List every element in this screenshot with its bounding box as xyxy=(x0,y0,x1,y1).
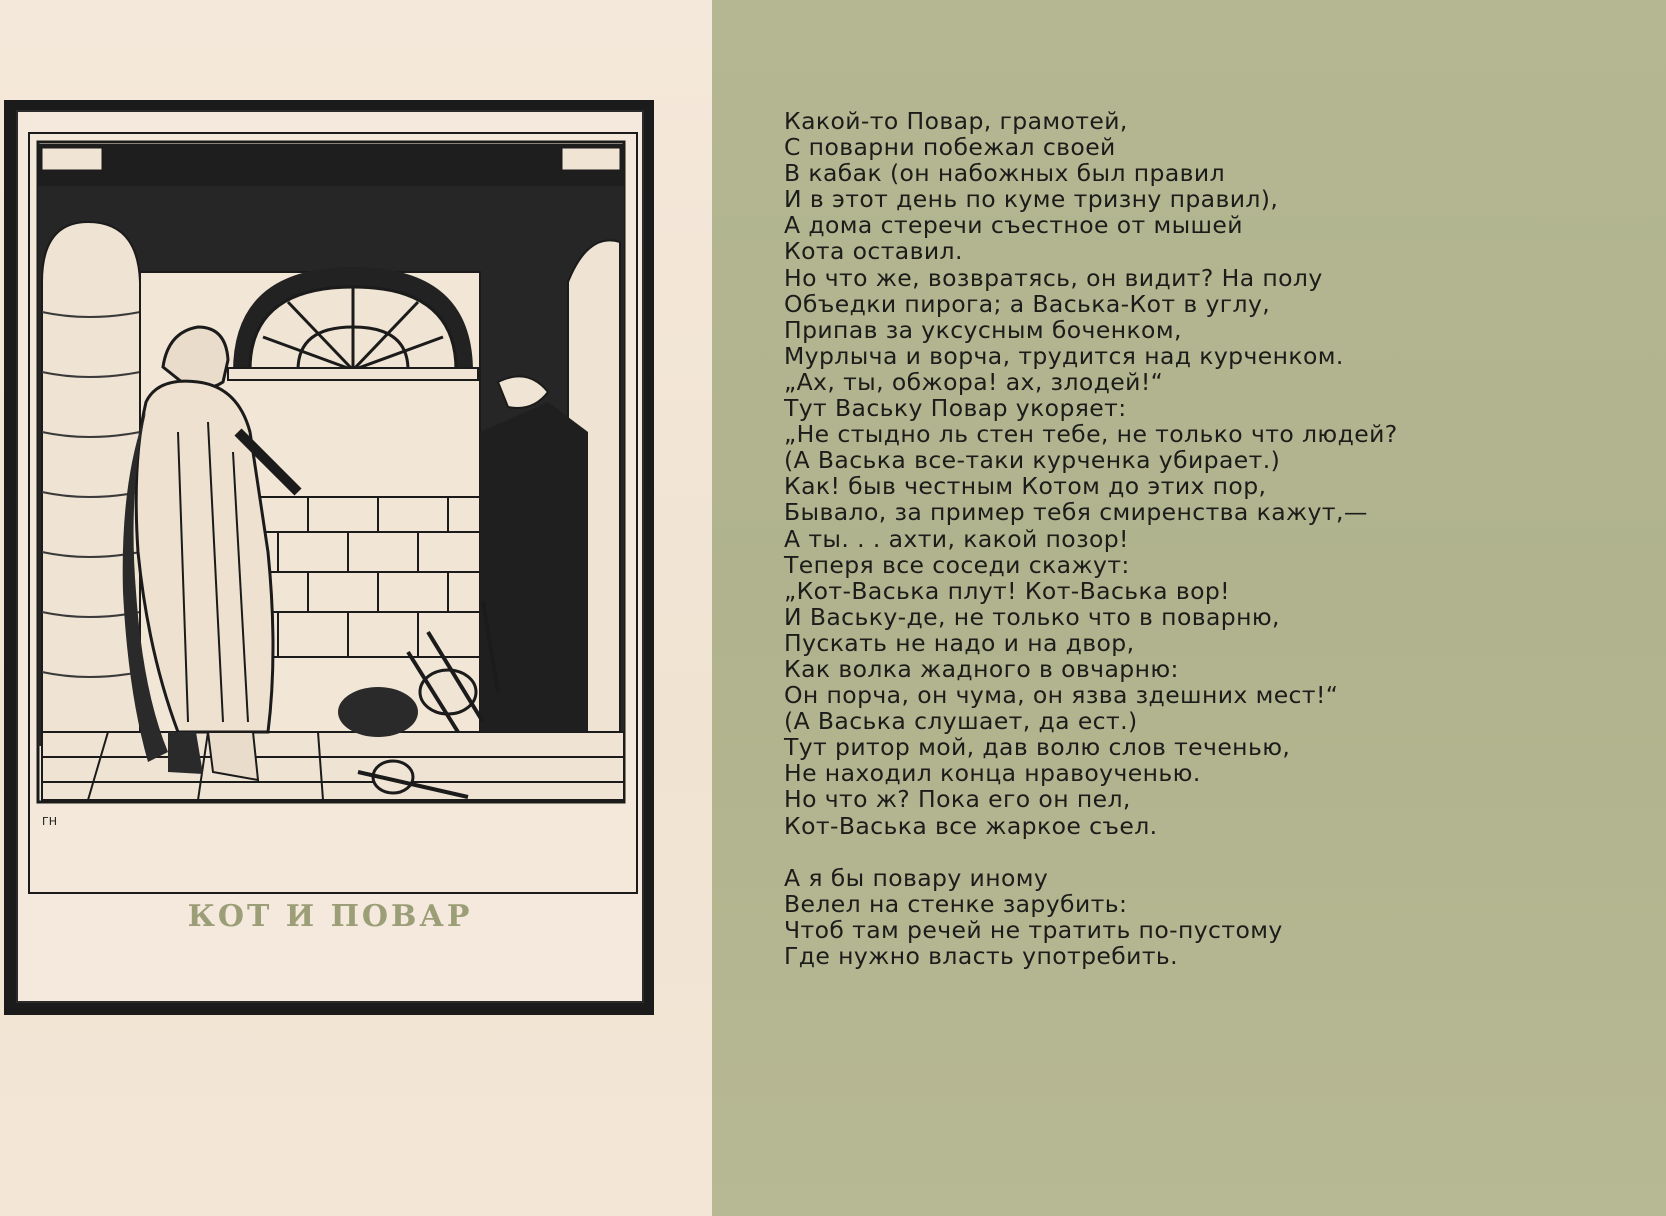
poem-stanza xyxy=(784,108,1504,839)
poem-line: А дома стеречи съестное от мышей xyxy=(784,211,1243,240)
poem-line: „Ах, ты, обжора! ах, злодей!“ xyxy=(784,367,1164,396)
poem-stanza xyxy=(784,865,1504,969)
poem-line: И Ваську-де, не только что в поварню, xyxy=(784,602,1280,631)
poem-line: Припав за уксусным боченком, xyxy=(784,315,1182,344)
poem-line: Пускать не надо и на двор, xyxy=(784,628,1135,657)
plate-inner-frame xyxy=(16,110,644,1003)
poem-line: Теперя все соседи скажут: xyxy=(784,550,1130,579)
poem-line: (А Васька слушает, да ест.) xyxy=(784,707,1138,736)
poem-line: Какой-то Повар, грамотей, xyxy=(784,107,1128,135)
poem-line: „Не стыдно ль стен тебе, не только что людей? xyxy=(784,420,1398,449)
poem-line: И в этот день по куме тризну правил), xyxy=(784,185,1279,214)
poem-line: А я бы повару иному xyxy=(784,863,1049,892)
left-page xyxy=(0,0,712,1216)
poem-line: Велел на стенке зарубить: xyxy=(784,889,1128,918)
poem-line: Кота оставил. xyxy=(784,237,963,266)
poem-line: Не находил конца нравоученью. xyxy=(784,759,1201,788)
poem-line: Тут Ваську Повар укоряет: xyxy=(784,394,1127,423)
illustration-plate xyxy=(4,100,654,1015)
poem-line: Где нужно власть употребить. xyxy=(784,941,1179,970)
poem-line: (А Васька все-таки курченка убирает.) xyxy=(784,446,1281,475)
poem-line: Но что ж? Пока его он пел, xyxy=(784,785,1131,814)
poem-line: Чтоб там речей не тратить по-пустому xyxy=(784,915,1283,944)
artist-initials: ГН xyxy=(42,815,57,828)
poem-line: Но что же, возвратясь, он видит? На полу xyxy=(784,263,1323,292)
poem-line: Как волка жадного в овчарню: xyxy=(784,654,1179,683)
poem-line: А ты. . . ахти, какой позор! xyxy=(784,524,1129,553)
poem-line: Тут ритор мой, дав волю слов теченью, xyxy=(784,733,1291,762)
poem-line: „Кот-Васька плут! Кот-Васька вор! xyxy=(784,576,1230,605)
poem-line: Объедки пирога; а Васька-Кот в углу, xyxy=(784,289,1271,318)
poem-line: Бывало, за пример тебя смиренства кажут,— xyxy=(784,498,1368,527)
poem-line: С поварни побежал своей xyxy=(784,133,1116,162)
poem-line: Мурлыча и ворча, трудится над курченком. xyxy=(784,341,1344,370)
poem-line: В кабак (он набожных был правил xyxy=(784,159,1225,188)
poem-line: Как! быв честным Котом до этих пор, xyxy=(784,472,1267,501)
cook-illustration xyxy=(28,132,638,894)
poem-line: Он порча, он чума, он язва здешних мест!“ xyxy=(784,681,1339,710)
poem-line: Кот-Васька все жаркое съел. xyxy=(784,811,1158,840)
illustration-title: КОТ И ПОВАР xyxy=(187,899,473,934)
poem-text xyxy=(784,108,1504,969)
